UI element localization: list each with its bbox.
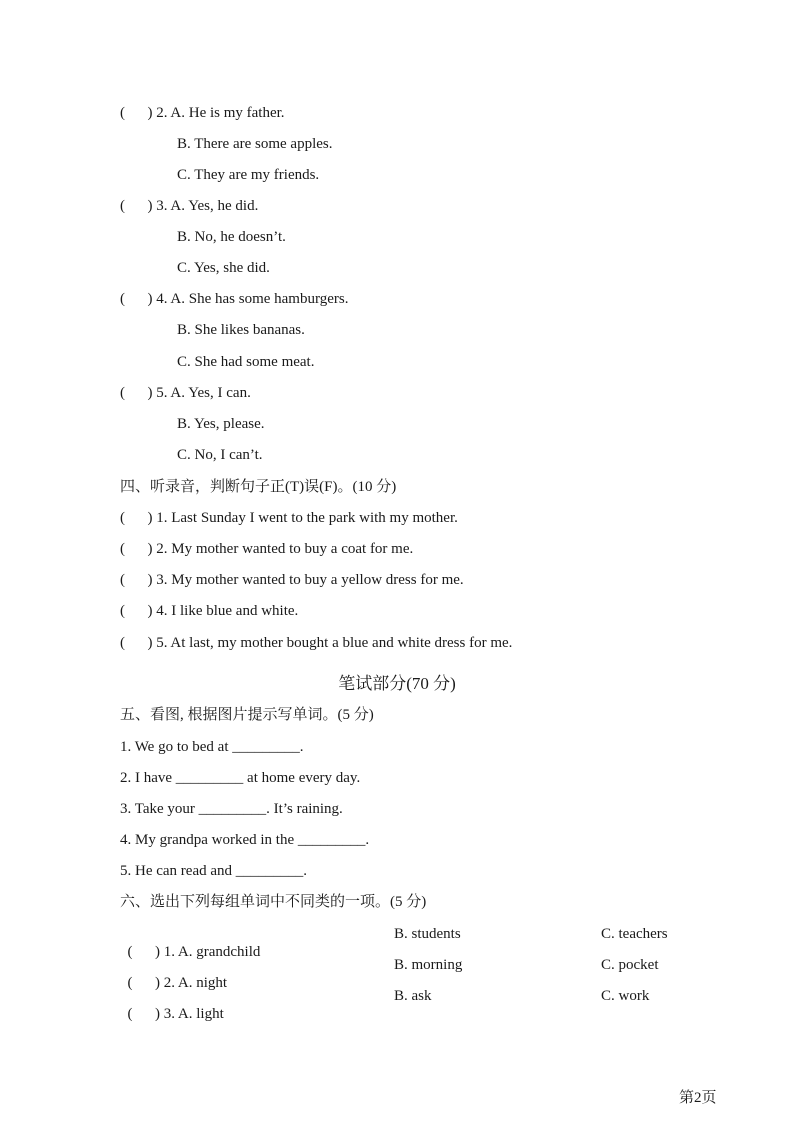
section6-row-option-c: C. pocket bbox=[601, 957, 659, 973]
section6-row-option-b: B. morning bbox=[394, 957, 463, 973]
q5-option-c: C. No, I can’t. bbox=[177, 447, 263, 463]
section5-item: 1. We go to bed at _________. bbox=[120, 739, 304, 755]
section4-item: ( ) 4. I like blue and white. bbox=[120, 603, 299, 619]
section4-item: ( ) 2. My mother wanted to buy a coat for me. bbox=[120, 541, 414, 557]
section5-item: 2. I have _________ at home every day. bbox=[120, 770, 361, 786]
section6-row-3 bbox=[120, 987, 224, 1023]
section4-item: ( ) 1. Last Sunday I went to the park with my mother. bbox=[120, 510, 458, 526]
section5-item: 3. Take your _________. It’s raining. bbox=[120, 801, 343, 817]
q4-option-b: B. She likes bananas. bbox=[177, 322, 305, 338]
q3-option-c: C. Yes, she did. bbox=[177, 260, 270, 276]
section6-row-option-c: C. teachers bbox=[601, 926, 668, 942]
section5-item: 4. My grandpa worked in the _________. bbox=[120, 832, 370, 848]
section6-row-option-c: C. work bbox=[601, 988, 650, 1004]
section4-item: ( ) 3. My mother wanted to buy a yellow dress for me. bbox=[120, 572, 464, 588]
q3-option-a: ( ) 3. A. Yes, he did. bbox=[120, 198, 259, 214]
q2-option-c: C. They are my friends. bbox=[177, 167, 320, 183]
q5-option-b: B. Yes, please. bbox=[177, 416, 265, 432]
section6-heading: 六、选出下列每组单词中不同类的一项。(5 分) bbox=[120, 894, 427, 910]
section6-row-option-b: B. students bbox=[394, 926, 461, 942]
q4-option-a: ( ) 4. A. She has some hamburgers. bbox=[120, 291, 349, 307]
q5-option-a: ( ) 5. A. Yes, I can. bbox=[120, 385, 251, 401]
written-part-title: 笔试部分(70 分) bbox=[338, 674, 456, 693]
q2-option-a: ( ) 2. A. He is my father. bbox=[120, 105, 285, 121]
q4-option-c: C. She had some meat. bbox=[177, 354, 315, 370]
section4-heading: 四、听录音，判断句子正(T)误(F)。(10 分) bbox=[120, 479, 397, 495]
section6-row-option-b: B. ask bbox=[394, 988, 432, 1004]
section6-row-option-a: ( ) 2. A. night bbox=[127, 975, 228, 991]
section4-item: ( ) 5. At last, my mother bought a blue and white dress for me. bbox=[120, 635, 513, 651]
q3-option-b: B. No, he doesn’t. bbox=[177, 229, 286, 245]
section6-row-option-a: ( ) 1. A. grandchild bbox=[127, 944, 261, 960]
section5-item: 5. He can read and _________. bbox=[120, 863, 308, 879]
section5-heading: 五、看图, 根据图片提示写单词。(5 分) bbox=[120, 707, 374, 723]
q2-option-b: B. There are some apples. bbox=[177, 136, 333, 152]
section6-row-option-a: ( ) 3. A. light bbox=[127, 1006, 224, 1022]
page-number: 第2页 bbox=[679, 1090, 717, 1106]
